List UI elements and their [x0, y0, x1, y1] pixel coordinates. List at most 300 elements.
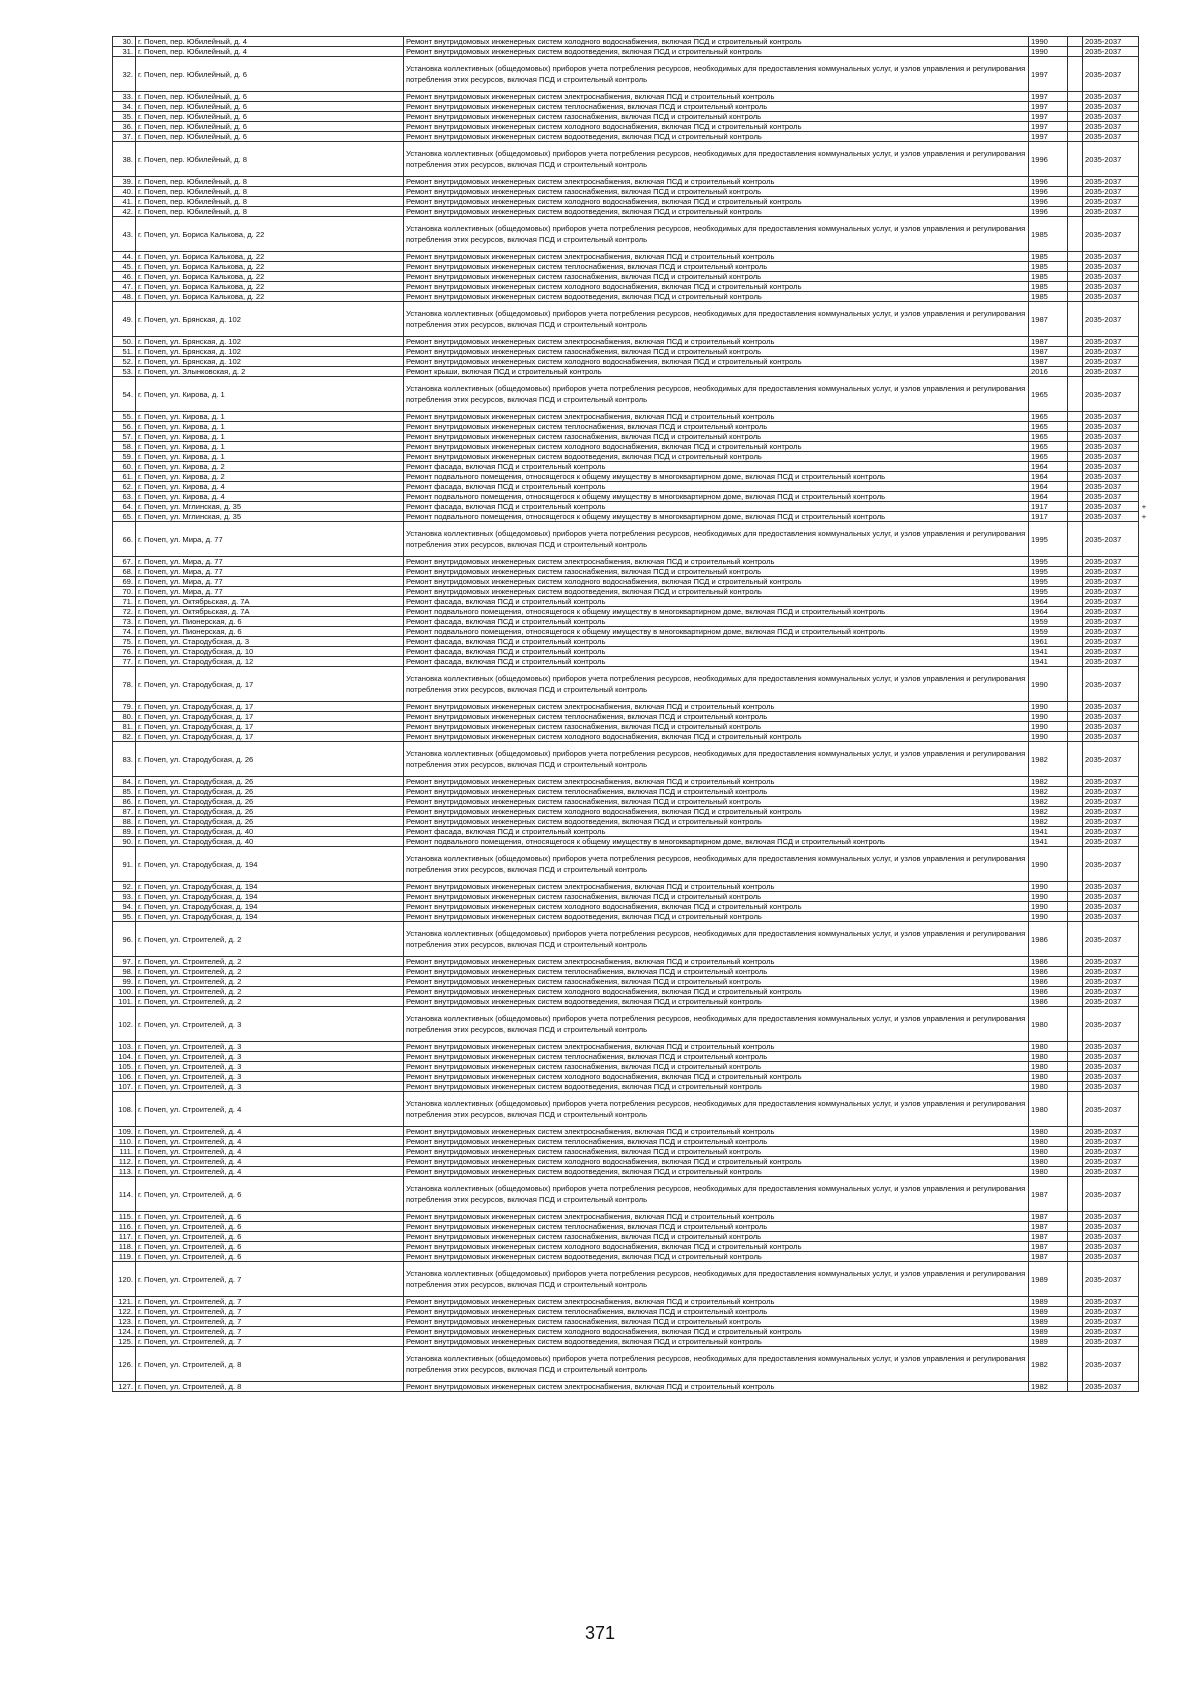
year-built-cell: 1985 [1029, 282, 1068, 292]
row-number-cell: 87. [113, 807, 136, 817]
work-type-cell: Ремонт фасада, включая ПСД и строительный контроль [404, 597, 1029, 607]
address-cell: г. Почеп, ул. Брянская, д. 102 [136, 357, 404, 367]
year-built-cell: 1982 [1029, 777, 1068, 787]
work-type-cell: Ремонт внутридомовых инженерных систем холодного водоснабжения, включая ПСД и строительный контроль [404, 442, 1029, 452]
period-cell: 2035-2037 [1083, 1307, 1139, 1317]
mark-cell [1139, 1167, 1150, 1177]
row-number-cell: 89. [113, 827, 136, 837]
table-row [113, 492, 1150, 502]
year-built-cell: 1980 [1029, 1157, 1068, 1167]
period-cell: 2035-2037 [1083, 252, 1139, 262]
work-type-cell: Ремонт внутридомовых инженерных систем водоотведения, включая ПСД и строительный контроль [404, 1337, 1029, 1347]
table-row [113, 997, 1150, 1007]
year-built-cell: 1995 [1029, 577, 1068, 587]
empty-cell [1068, 252, 1083, 262]
address-cell: г. Почеп, ул. Стародубская, д. 17 [136, 667, 404, 702]
mark-cell [1139, 807, 1150, 817]
mark-cell [1139, 92, 1150, 102]
address-cell: г. Почеп, ул. Кирова, д. 1 [136, 442, 404, 452]
empty-cell [1068, 837, 1083, 847]
table-row [113, 502, 1150, 512]
mark-cell [1139, 47, 1150, 57]
period-cell: 2035-2037 [1083, 302, 1139, 337]
empty-cell [1068, 197, 1083, 207]
mark-cell [1139, 357, 1150, 367]
mark-cell [1139, 1317, 1150, 1327]
row-number-cell: 91. [113, 847, 136, 882]
table-row [113, 722, 1150, 732]
mark-cell [1139, 422, 1150, 432]
work-type-cell: Ремонт внутридомовых инженерных систем электроснабжения, включая ПСД и строительный контроль [404, 1042, 1029, 1052]
table-row [113, 712, 1150, 722]
empty-cell [1068, 657, 1083, 667]
empty-cell [1068, 422, 1083, 432]
year-built-cell: 1995 [1029, 557, 1068, 567]
row-number-cell: 78. [113, 667, 136, 702]
work-type-cell: Ремонт фасада, включая ПСД и строительный контроль [404, 482, 1029, 492]
year-built-cell: 1964 [1029, 597, 1068, 607]
mark-cell [1139, 1242, 1150, 1252]
address-cell: г. Почеп, ул. Строителей, д. 4 [136, 1167, 404, 1177]
empty-cell [1068, 967, 1083, 977]
row-number-cell: 74. [113, 627, 136, 637]
table-row [113, 1317, 1150, 1327]
year-built-cell: 1965 [1029, 422, 1068, 432]
empty-cell [1068, 37, 1083, 47]
address-cell: г. Почеп, ул. Стародубская, д. 17 [136, 732, 404, 742]
address-cell: г. Почеп, ул. Стародубская, д. 17 [136, 712, 404, 722]
row-number-cell: 51. [113, 347, 136, 357]
row-number-cell: 56. [113, 422, 136, 432]
address-cell: г. Почеп, ул. Мира, д. 77 [136, 557, 404, 567]
empty-cell [1068, 1262, 1083, 1297]
year-built-cell: 1964 [1029, 472, 1068, 482]
table-row [113, 797, 1150, 807]
table-row [113, 957, 1150, 967]
year-built-cell: 1989 [1029, 1297, 1068, 1307]
work-type-cell: Ремонт внутридомовых инженерных систем холодного водоснабжения, включая ПСД и строительный контроль [404, 197, 1029, 207]
period-cell: 2035-2037 [1083, 1252, 1139, 1262]
row-number-cell: 119. [113, 1252, 136, 1262]
work-type-cell: Ремонт внутридомовых инженерных систем электроснабжения, включая ПСД и строительный контроль [404, 92, 1029, 102]
empty-cell [1068, 337, 1083, 347]
table-row [113, 102, 1150, 112]
row-number-cell: 104. [113, 1052, 136, 1062]
period-cell: 2035-2037 [1083, 827, 1139, 837]
empty-cell [1068, 712, 1083, 722]
row-number-cell: 86. [113, 797, 136, 807]
empty-cell [1068, 957, 1083, 967]
row-number-cell: 111. [113, 1147, 136, 1157]
empty-cell [1068, 777, 1083, 787]
work-type-cell: Установка коллективных (общедомовых) приборов учета потребления ресурсов, необходимых для предоставления коммунальных услуг, и узлов управления и регулирования потребления этих ресурсов, включая ПСД и строительный контроль [404, 142, 1029, 177]
empty-cell [1068, 1317, 1083, 1327]
work-type-cell: Ремонт фасада, включая ПСД и строительный контроль [404, 827, 1029, 837]
empty-cell [1068, 452, 1083, 462]
work-type-cell: Ремонт внутридомовых инженерных систем газоснабжения, включая ПСД и строительный контроль [404, 432, 1029, 442]
row-number-cell: 37. [113, 132, 136, 142]
address-cell: г. Почеп, ул. Стародубская, д. 26 [136, 807, 404, 817]
empty-cell [1068, 367, 1083, 377]
period-cell: 2035-2037 [1083, 1157, 1139, 1167]
work-type-cell: Установка коллективных (общедомовых) приборов учета потребления ресурсов, необходимых для предоставления коммунальных услуг, и узлов управления и регулирования потребления этих ресурсов, включая ПСД и строительный контроль [404, 847, 1029, 882]
empty-cell [1068, 1232, 1083, 1242]
empty-cell [1068, 92, 1083, 102]
table-row [113, 452, 1150, 462]
year-built-cell: 1987 [1029, 1177, 1068, 1212]
work-type-cell: Ремонт внутридомовых инженерных систем холодного водоснабжения, включая ПСД и строительный контроль [404, 282, 1029, 292]
address-cell: г. Почеп, ул. Бориса Калькова, д. 22 [136, 262, 404, 272]
row-number-cell: 39. [113, 177, 136, 187]
mark-cell [1139, 177, 1150, 187]
address-cell: г. Почеп, ул. Кирова, д. 1 [136, 452, 404, 462]
row-number-cell: 127. [113, 1382, 136, 1392]
table-row [113, 1347, 1150, 1382]
work-type-cell: Ремонт внутридомовых инженерных систем водоотведения, включая ПСД и строительный контроль [404, 1082, 1029, 1092]
mark-cell [1139, 217, 1150, 252]
table-row [113, 177, 1150, 187]
period-cell: 2035-2037 [1083, 837, 1139, 847]
mark-cell [1139, 367, 1150, 377]
work-type-cell: Ремонт внутридомовых инженерных систем холодного водоснабжения, включая ПСД и строительный контроль [404, 732, 1029, 742]
empty-cell [1068, 1252, 1083, 1262]
row-number-cell: 57. [113, 432, 136, 442]
row-number-cell: 81. [113, 722, 136, 732]
empty-cell [1068, 627, 1083, 637]
empty-cell [1068, 597, 1083, 607]
row-number-cell: 47. [113, 282, 136, 292]
row-number-cell: 44. [113, 252, 136, 262]
mark-cell [1139, 742, 1150, 777]
table-row [113, 92, 1150, 102]
mark-cell [1139, 482, 1150, 492]
address-cell: г. Почеп, ул. Стародубская, д. 26 [136, 817, 404, 827]
mark-cell [1139, 347, 1150, 357]
empty-cell [1068, 217, 1083, 252]
row-number-cell: 43. [113, 217, 136, 252]
table-row [113, 132, 1150, 142]
table-row [113, 577, 1150, 587]
mark-cell [1139, 337, 1150, 347]
table-row [113, 882, 1150, 892]
address-cell: г. Почеп, ул. Мира, д. 77 [136, 587, 404, 597]
address-cell: г. Почеп, ул. Пионерская, д. 6 [136, 617, 404, 627]
table-row [113, 1137, 1150, 1147]
address-cell: г. Почеп, пер. Юбилейный, д. 4 [136, 47, 404, 57]
period-cell: 2035-2037 [1083, 1137, 1139, 1147]
period-cell: 2035-2037 [1083, 1212, 1139, 1222]
address-cell: г. Почеп, ул. Злынковская, д. 2 [136, 367, 404, 377]
row-number-cell: 59. [113, 452, 136, 462]
address-cell: г. Почеп, пер. Юбилейный, д. 8 [136, 197, 404, 207]
year-built-cell: 1990 [1029, 847, 1068, 882]
table-row [113, 472, 1150, 482]
year-built-cell: 1989 [1029, 1337, 1068, 1347]
mark-cell [1139, 1347, 1150, 1382]
table-row [113, 377, 1150, 412]
year-built-cell: 1995 [1029, 567, 1068, 577]
table-row [113, 557, 1150, 567]
empty-cell [1068, 57, 1083, 92]
empty-cell [1068, 617, 1083, 627]
mark-cell [1139, 587, 1150, 597]
period-cell: 2035-2037 [1083, 197, 1139, 207]
period-cell: 2035-2037 [1083, 1347, 1139, 1382]
work-type-cell: Ремонт внутридомовых инженерных систем водоотведения, включая ПСД и строительный контроль [404, 1252, 1029, 1262]
table-row [113, 1167, 1150, 1177]
row-number-cell: 41. [113, 197, 136, 207]
empty-cell [1068, 1127, 1083, 1137]
period-cell: 2035-2037 [1083, 967, 1139, 977]
work-type-cell: Установка коллективных (общедомовых) приборов учета потребления ресурсов, необходимых для предоставления коммунальных услуг, и узлов управления и регулирования потребления этих ресурсов, включая ПСД и строительный контроль [404, 1007, 1029, 1042]
period-cell: 2035-2037 [1083, 1222, 1139, 1232]
address-cell: г. Почеп, пер. Юбилейный, д. 8 [136, 142, 404, 177]
year-built-cell: 1982 [1029, 1382, 1068, 1392]
mark-cell [1139, 462, 1150, 472]
work-type-cell: Установка коллективных (общедомовых) приборов учета потребления ресурсов, необходимых для предоставления коммунальных услуг, и узлов управления и регулирования потребления этих ресурсов, включая ПСД и строительный контроль [404, 742, 1029, 777]
address-cell: г. Почеп, ул. Строителей, д. 2 [136, 987, 404, 997]
mark-cell [1139, 1327, 1150, 1337]
empty-cell [1068, 787, 1083, 797]
year-built-cell: 1917 [1029, 502, 1068, 512]
table-row [113, 1242, 1150, 1252]
work-type-cell: Ремонт внутридомовых инженерных систем холодного водоснабжения, включая ПСД и строительный контроль [404, 902, 1029, 912]
work-type-cell: Ремонт внутридомовых инженерных систем теплоснабжения, включая ПСД и строительный контроль [404, 787, 1029, 797]
year-built-cell: 1941 [1029, 837, 1068, 847]
mark-cell [1139, 207, 1150, 217]
work-type-cell: Ремонт внутридомовых инженерных систем газоснабжения, включая ПСД и строительный контроль [404, 347, 1029, 357]
mark-cell [1139, 657, 1150, 667]
empty-cell [1068, 142, 1083, 177]
table-row [113, 37, 1150, 47]
address-cell: г. Почеп, пер. Юбилейный, д. 8 [136, 177, 404, 187]
period-cell: 2035-2037 [1083, 597, 1139, 607]
mark-cell [1139, 37, 1150, 47]
table-row [113, 207, 1150, 217]
row-number-cell: 72. [113, 607, 136, 617]
work-type-cell: Ремонт внутридомовых инженерных систем водоотведения, включая ПСД и строительный контроль [404, 1167, 1029, 1177]
table-row [113, 367, 1150, 377]
row-number-cell: 116. [113, 1222, 136, 1232]
address-cell: г. Почеп, ул. Строителей, д. 2 [136, 957, 404, 967]
work-type-cell: Ремонт внутридомовых инженерных систем водоотведения, включая ПСД и строительный контроль [404, 207, 1029, 217]
work-type-cell: Установка коллективных (общедомовых) приборов учета потребления ресурсов, необходимых для предоставления коммунальных услуг, и узлов управления и регулирования потребления этих ресурсов, включая ПСД и строительный контроль [404, 1177, 1029, 1212]
period-cell: 2035-2037 [1083, 112, 1139, 122]
period-cell: 2035-2037 [1083, 987, 1139, 997]
document-page [112, 36, 1147, 1392]
empty-cell [1068, 577, 1083, 587]
row-number-cell: 97. [113, 957, 136, 967]
year-built-cell: 1996 [1029, 177, 1068, 187]
period-cell: 2035-2037 [1083, 1317, 1139, 1327]
table-row [113, 1262, 1150, 1297]
year-built-cell: 1997 [1029, 57, 1068, 92]
mark-cell [1139, 472, 1150, 482]
mark-cell [1139, 262, 1150, 272]
work-type-cell: Ремонт внутридомовых инженерных систем теплоснабжения, включая ПСД и строительный контроль [404, 967, 1029, 977]
empty-cell [1068, 482, 1083, 492]
mark-cell [1139, 1072, 1150, 1082]
row-number-cell: 48. [113, 292, 136, 302]
mark-cell [1139, 902, 1150, 912]
work-type-cell: Ремонт внутридомовых инженерных систем электроснабжения, включая ПСД и строительный контроль [404, 1297, 1029, 1307]
period-cell: 2035-2037 [1083, 452, 1139, 462]
period-cell: 2035-2037 [1083, 912, 1139, 922]
work-type-cell: Ремонт внутридомовых инженерных систем теплоснабжения, включая ПСД и строительный контроль [404, 1307, 1029, 1317]
year-built-cell: 1965 [1029, 432, 1068, 442]
work-type-cell: Ремонт внутридомовых инженерных систем водоотведения, включая ПСД и строительный контроль [404, 47, 1029, 57]
empty-cell [1068, 102, 1083, 112]
row-number-cell: 117. [113, 1232, 136, 1242]
empty-cell [1068, 1007, 1083, 1042]
year-built-cell: 1965 [1029, 377, 1068, 412]
table-row [113, 122, 1150, 132]
work-type-cell: Ремонт внутридомовых инженерных систем теплоснабжения, включая ПСД и строительный контроль [404, 1222, 1029, 1232]
year-built-cell: 1980 [1029, 1052, 1068, 1062]
table-row [113, 337, 1150, 347]
mark-cell [1139, 282, 1150, 292]
row-number-cell: 46. [113, 272, 136, 282]
empty-cell [1068, 882, 1083, 892]
table-body [113, 37, 1150, 1392]
year-built-cell: 1989 [1029, 1317, 1068, 1327]
period-cell: 2035-2037 [1083, 422, 1139, 432]
address-cell: г. Почеп, ул. Строителей, д. 7 [136, 1327, 404, 1337]
empty-cell [1068, 357, 1083, 367]
period-cell: 2035-2037 [1083, 177, 1139, 187]
row-number-cell: 101. [113, 997, 136, 1007]
period-cell: 2035-2037 [1083, 722, 1139, 732]
table-row [113, 302, 1150, 337]
table-row [113, 1092, 1150, 1127]
mark-cell [1139, 1297, 1150, 1307]
work-type-cell: Ремонт внутридомовых инженерных систем газоснабжения, включая ПСД и строительный контроль [404, 1062, 1029, 1072]
period-cell: 2035-2037 [1083, 577, 1139, 587]
empty-cell [1068, 1337, 1083, 1347]
row-number-cell: 98. [113, 967, 136, 977]
year-built-cell: 1980 [1029, 1137, 1068, 1147]
year-built-cell: 1982 [1029, 797, 1068, 807]
row-number-cell: 103. [113, 1042, 136, 1052]
empty-cell [1068, 272, 1083, 282]
period-cell: 2035-2037 [1083, 472, 1139, 482]
table-row [113, 412, 1150, 422]
period-cell: 2035-2037 [1083, 892, 1139, 902]
address-cell: г. Почеп, ул. Стародубская, д. 12 [136, 657, 404, 667]
period-cell: 2035-2037 [1083, 347, 1139, 357]
year-built-cell: 1986 [1029, 922, 1068, 957]
period-cell: 2035-2037 [1083, 1042, 1139, 1052]
mark-cell [1139, 967, 1150, 977]
table-row [113, 1147, 1150, 1157]
address-cell: г. Почеп, ул. Октябрьская, д. 7А [136, 607, 404, 617]
row-number-cell: 64. [113, 502, 136, 512]
table-row [113, 847, 1150, 882]
period-cell: 2035-2037 [1083, 847, 1139, 882]
table-row [113, 922, 1150, 957]
year-built-cell: 1990 [1029, 722, 1068, 732]
table-row [113, 607, 1150, 617]
address-cell: г. Почеп, пер. Юбилейный, д. 6 [136, 132, 404, 142]
work-type-cell: Ремонт внутридомовых инженерных систем холодного водоснабжения, включая ПСД и строительный контроль [404, 122, 1029, 132]
table-row [113, 1157, 1150, 1167]
work-type-cell: Ремонт подвального помещения, относящегося к общему имуществу в многоквартирном доме, включая ПСД и строительный контроль [404, 837, 1029, 847]
row-number-cell: 69. [113, 577, 136, 587]
table-row [113, 1082, 1150, 1092]
year-built-cell: 1964 [1029, 482, 1068, 492]
address-cell: г. Почеп, ул. Строителей, д. 4 [136, 1137, 404, 1147]
year-built-cell: 1995 [1029, 587, 1068, 597]
row-number-cell: 106. [113, 1072, 136, 1082]
row-number-cell: 125. [113, 1337, 136, 1347]
mark-cell [1139, 302, 1150, 337]
year-built-cell: 1996 [1029, 207, 1068, 217]
work-type-cell: Ремонт внутридомовых инженерных систем электроснабжения, включая ПСД и строительный контроль [404, 1382, 1029, 1392]
address-cell: г. Почеп, ул. Строителей, д. 8 [136, 1347, 404, 1382]
period-cell: 2035-2037 [1083, 1177, 1139, 1212]
row-number-cell: 95. [113, 912, 136, 922]
address-cell: г. Почеп, ул. Строителей, д. 4 [136, 1127, 404, 1137]
period-cell: 2035-2037 [1083, 637, 1139, 647]
empty-cell [1068, 732, 1083, 742]
work-type-cell: Ремонт внутридомовых инженерных систем водоотведения, включая ПСД и строительный контроль [404, 587, 1029, 597]
empty-cell [1068, 1062, 1083, 1072]
period-cell: 2035-2037 [1083, 442, 1139, 452]
row-number-cell: 31. [113, 47, 136, 57]
row-number-cell: 83. [113, 742, 136, 777]
address-cell: г. Почеп, ул. Брянская, д. 102 [136, 337, 404, 347]
table-row [113, 1382, 1150, 1392]
row-number-cell: 85. [113, 787, 136, 797]
address-cell: г. Почеп, ул. Строителей, д. 6 [136, 1222, 404, 1232]
address-cell: г. Почеп, ул. Бориса Калькова, д. 22 [136, 282, 404, 292]
period-cell: 2035-2037 [1083, 1007, 1139, 1042]
period-cell: 2035-2037 [1083, 807, 1139, 817]
mark-cell [1139, 197, 1150, 207]
address-cell: г. Почеп, ул. Кирова, д. 4 [136, 492, 404, 502]
row-number-cell: 49. [113, 302, 136, 337]
empty-cell [1068, 1072, 1083, 1082]
table-row [113, 1042, 1150, 1052]
empty-cell [1068, 1222, 1083, 1232]
address-cell: г. Почеп, ул. Бориса Калькова, д. 22 [136, 252, 404, 262]
work-type-cell: Установка коллективных (общедомовых) приборов учета потребления ресурсов, необходимых для предоставления коммунальных услуг, и узлов управления и регулирования потребления этих ресурсов, включая ПСД и строительный контроль [404, 217, 1029, 252]
year-built-cell: 1980 [1029, 1007, 1068, 1042]
address-cell: г. Почеп, ул. Строителей, д. 2 [136, 922, 404, 957]
mark-cell [1139, 1137, 1150, 1147]
year-built-cell: 1980 [1029, 1127, 1068, 1137]
row-number-cell: 88. [113, 817, 136, 827]
table-row [113, 1252, 1150, 1262]
table-row [113, 292, 1150, 302]
period-cell: 2035-2037 [1083, 1062, 1139, 1072]
mark-cell [1139, 647, 1150, 657]
address-cell: г. Почеп, ул. Мира, д. 77 [136, 577, 404, 587]
address-cell: г. Почеп, ул. Строителей, д. 3 [136, 1007, 404, 1042]
work-type-cell: Ремонт внутридомовых инженерных систем электроснабжения, включая ПСД и строительный контроль [404, 1212, 1029, 1222]
period-cell: 2035-2037 [1083, 882, 1139, 892]
year-built-cell: 1989 [1029, 1307, 1068, 1317]
mark-cell [1139, 597, 1150, 607]
mark-cell [1139, 732, 1150, 742]
period-cell: 2035-2037 [1083, 587, 1139, 597]
work-type-cell: Ремонт внутридомовых инженерных систем водоотведения, включая ПСД и строительный контроль [404, 292, 1029, 302]
row-number-cell: 70. [113, 587, 136, 597]
address-cell: г. Почеп, пер. Юбилейный, д. 6 [136, 92, 404, 102]
work-type-cell: Ремонт подвального помещения, относящегося к общему имуществу в многоквартирном доме, включая ПСД и строительный контроль [404, 512, 1029, 522]
mark-cell [1139, 987, 1150, 997]
table-row [113, 1052, 1150, 1062]
